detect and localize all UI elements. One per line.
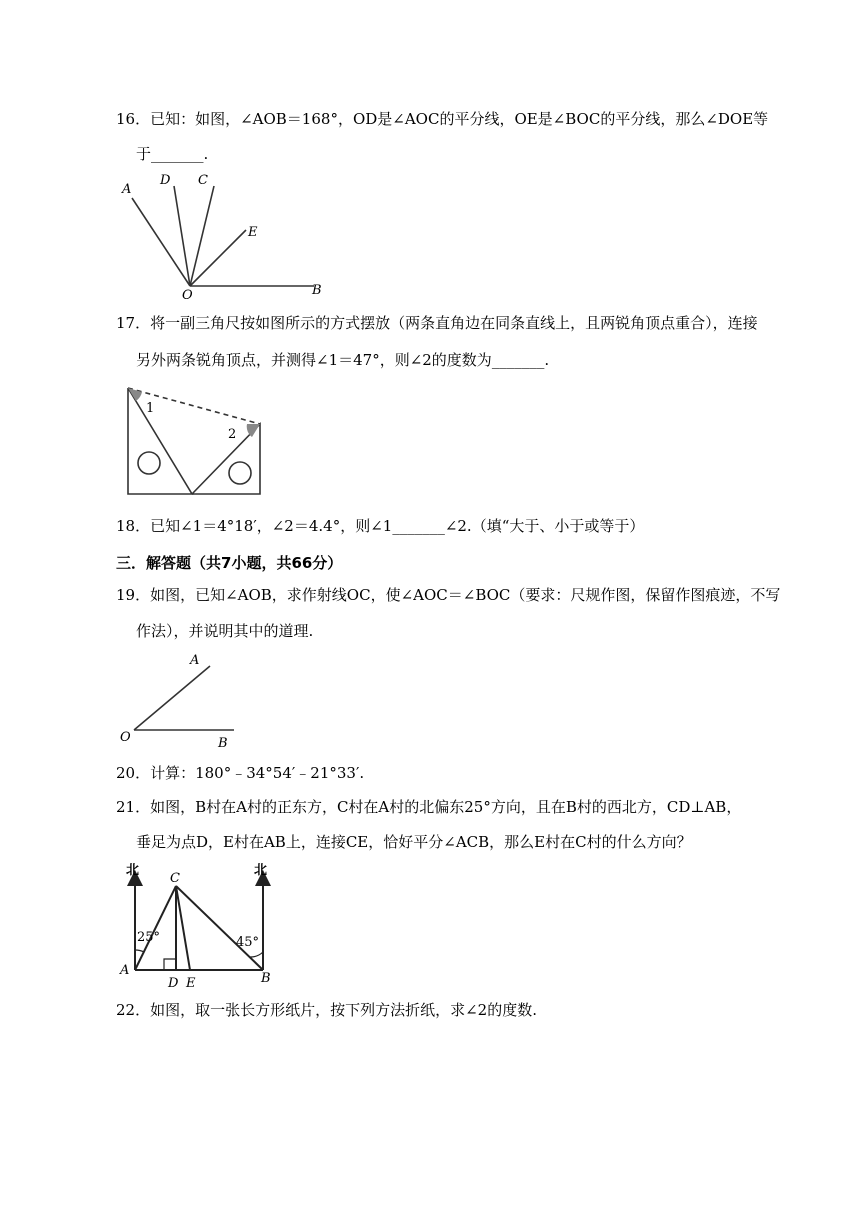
label-C: C [198,173,208,188]
q21-text-line1: 21．如图，B村在A村的正东方，C村在A村的北偏东25°方向，且在B村的西北方，CD⊥AB， [116,798,742,816]
q16-text-line1: 16．已知：如图，∠AOB＝168°，OD是∠AOC的平分线，OE是∠BOC的平分线，那么∠DOE等 [116,110,769,128]
label-O: O [120,730,131,745]
label-angle1: 1 [146,401,155,416]
angle1-mark [128,388,142,401]
label-E: E [186,976,196,990]
label-A: A [190,653,200,668]
label-angle25: 25° [137,930,161,945]
label-B: B [261,971,271,986]
q17-text-line1: 17．将一副三角尺按如图所示的方式摆放（两条直角边在同条直线上，且两锐角顶点重合），连接 [116,314,758,332]
q21-figure [118,856,278,990]
left-triangle [128,388,192,494]
label-A: A [120,963,130,978]
segment-AC [135,886,176,970]
q17-figure [120,380,270,500]
q19-figure [118,650,238,750]
ray-OA [134,666,210,730]
angle45-arc [250,952,263,957]
q20-text: 20．计算：180°﹣34°54′﹣21°33′. [116,764,365,782]
label-B: B [218,736,228,750]
angle25-arc [135,950,144,952]
label-E: E [248,225,258,240]
q16-text-line2: 于_______. [136,145,209,163]
segment-CB [176,886,263,970]
label-O: O [182,288,193,300]
label-C: C [170,871,180,886]
ray-OE [190,230,246,286]
q17-text-line2: 另外两条锐角顶点，并测得∠1＝47°，则∠2的度数为_______. [136,351,550,369]
label-A: A [122,182,132,197]
q21-text-line2: 垂足为点D，E村在AB上，连接CE，恰好平分∠ACB，那么E村在C村的什么方向？ [136,833,692,851]
section-heading: 三．解答题（共7小题，共66分） [116,554,343,572]
label-north-right: 北 [254,863,268,878]
ray-OA [132,198,190,286]
q22-text: 22．如图，取一张长方形纸片，按下列方法折纸，求∠2的度数. [116,1001,537,1019]
right-hole [229,462,251,484]
ray-OC [190,186,214,286]
ray-OD [174,186,190,286]
label-B: B [312,283,322,298]
q19-text-line2: 作法），并说明其中的道理. [136,622,314,640]
label-angle2: 2 [228,427,237,442]
label-D: D [168,976,179,990]
left-hole [138,452,160,474]
q16-figure [118,170,328,300]
label-D: D [160,173,171,188]
label-angle45: 45° [236,935,260,950]
q18-text: 18．已知∠1＝4°18′，∠2＝4.4°，则∠1_______∠2.（填“大于、小于或等于） [116,517,645,535]
right-angle-mark [164,959,176,970]
label-north-left: 北 [126,863,140,878]
q19-text-line1: 19．如图，已知∠AOB，求作射线OC，使∠AOC＝∠BOC（要求：尺规作图，保留作图痕迹，不写 [116,586,781,604]
